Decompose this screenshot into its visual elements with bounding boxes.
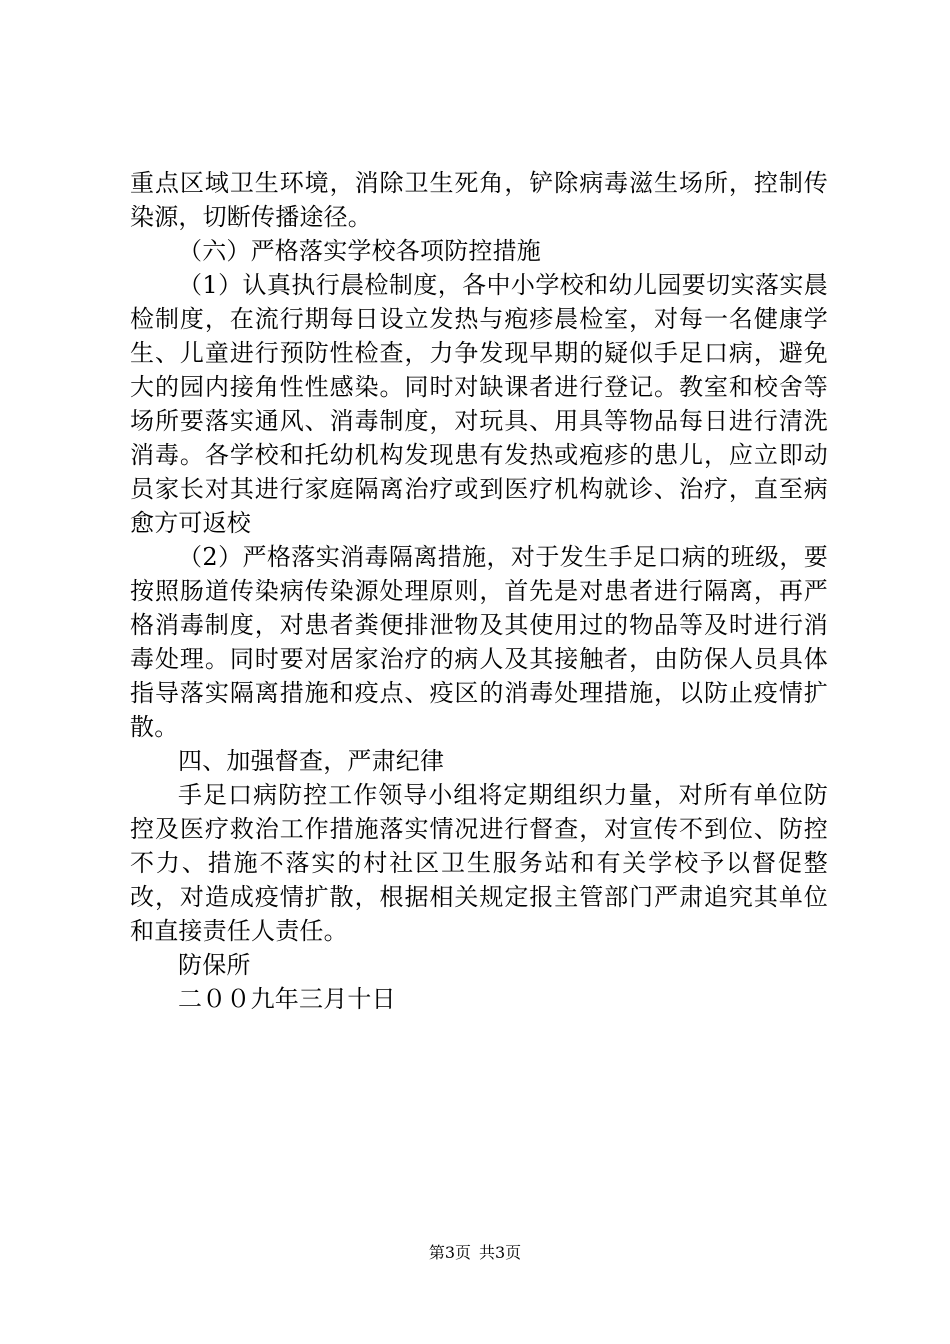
section-heading-six: （六）严格落实学校各项防控措施 — [178, 237, 541, 265]
paragraph-supervision: 手足口病防控工作领导小组将定期组织力量，对所有单位防控及医疗救治工作措施落实情况进行督查，对宣传不到位、防控不力、措施不落实的村社区卫生服务站和有关学校予以督促整改，对造成疫情扩散，根据相关规定报主管部门严肃追究其单位和直接责任人责任。 — [130, 781, 828, 945]
paragraph-continuation: 重点区域卫生环境，消除卫生死角，铲除病毒滋生场所，控制传染源，切断传播途径。 — [130, 169, 828, 231]
paragraph-morning-check: （1）认真执行晨检制度，各中小学校和幼儿园要切实落实晨检制度，在流行期每日设立发热与疱疹晨检室，对每一名健康学生、儿童进行预防性检查，力争发现早期的疑似手足口病，避免大的园内接角性性感染。同时对缺课者进行登记。教室和校舍等场所要落实通风、消毒制度，对玩具、用具等物品每日进行清洗消毒。各学校和托幼机构发现患有发热或疱疹的患儿，应立即动员家长对其进行家庭隔离治疗或到医疗机构就诊、治疗，直至病愈方可返校 — [130, 271, 828, 537]
page-total: 共3页 — [479, 1243, 522, 1262]
page-number: 第3页 — [428, 1243, 471, 1262]
page-footer — [0, 1243, 950, 1263]
section-heading-four: 四、加强督查，严肃纪律 — [178, 747, 445, 775]
signature-date: 二００九年三月十日 — [178, 985, 396, 1013]
paragraph-disinfection: （2）严格落实消毒隔离措施，对于发生手足口病的班级，要按照肠道传染病传染源处理原则，首先是对患者进行隔离，再严格消毒制度，对患者粪便排泄物及其使用过的物品等及时进行消毒处理。同时要对居家治疗的病人及其接触者，由防保人员具体指导落实隔离措施和疫点、疫区的消毒处理措施，以防止疫情扩散。 — [130, 543, 828, 741]
signature-organization: 防保所 — [178, 951, 251, 979]
document-body — [130, 166, 828, 1016]
